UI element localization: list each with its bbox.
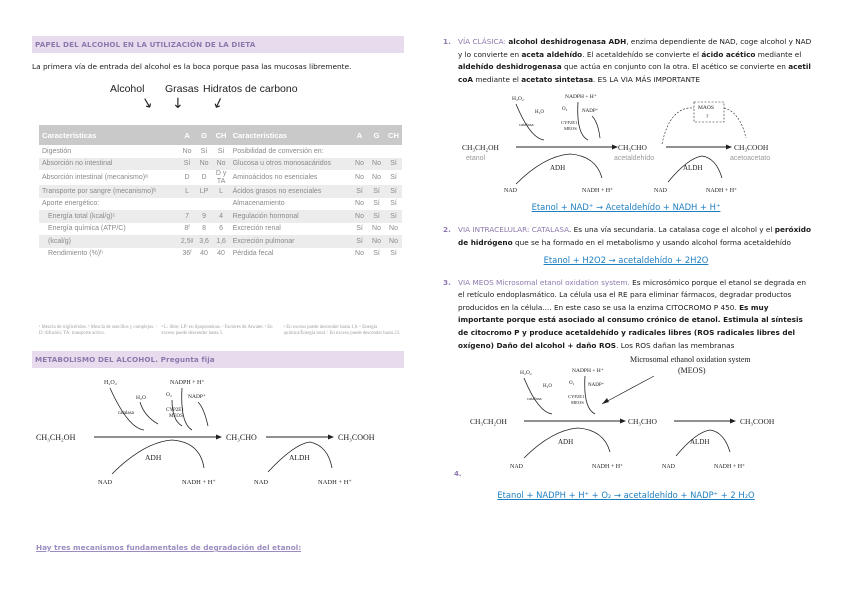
scheme-adh: ADH [558,438,574,447]
table-cell: No [372,173,381,181]
scheme-ethanol: CH₃CH₂OH [470,417,507,427]
table-cell: Sí [390,250,397,257]
scheme-h2o: H₂O [543,384,552,390]
scheme-meos-abbr: (MEOS) [678,366,706,376]
table-cell [385,145,402,158]
table-cell: No [351,158,368,171]
scheme-adh: ADH [550,164,566,173]
table-cell: Sí [373,200,380,207]
text-run: . ES LA VIA MÁS IMPORTANTE [593,74,700,84]
footnote: ᵃ Mezcla de triglicéridos. ᵇ Mezcla de sencillos y complejos. ᶜ D: difusión; TA: transporte activo. [39,325,157,336]
table-cell: Sí [390,173,397,181]
table-cell: (kcal/g) [39,235,179,248]
scheme-nadh: NADH + H⁺ [714,464,746,471]
equation-meos: Etanol + NADPH + H⁺ + O₂ → acetaldehído + NADP⁺ + 2 H₂O [497,490,755,501]
scheme-nadh: NADH + H⁺ [706,188,738,195]
scheme-o2: O₂ [569,381,575,387]
metabolism-scheme-meos [440,352,812,480]
scheme-h2o2: H₂O₂ [104,380,117,386]
table-cell: Excreción pulmonar [230,235,351,248]
scheme-adh: ADH [145,453,162,462]
scheme-meos: MEOS [571,400,584,406]
table-cell [368,145,385,158]
highlight-text: acetato sintetasa [521,74,593,84]
column-header: Características [39,125,179,145]
table-cell: Sí [385,185,402,198]
table-cell [213,198,230,211]
table-cell: 36ᶠ [182,250,192,257]
table-cell: Sí [200,147,208,155]
arrowhead-icon [620,419,626,424]
table-cell: No [372,225,381,232]
table-header-row [39,125,402,145]
scheme-ethanol: CH₃CH₂OH [462,143,499,153]
table-cell: No [213,158,230,171]
table-footnotes [39,325,402,337]
table-cell: No [182,147,192,155]
table-cell: Energía química (ATP/C) [48,225,126,232]
table-cell: No [368,158,385,171]
table-cell: 4 [213,210,230,223]
scheme-aldh: ALDH [289,453,310,462]
scheme-maos: MAOS [698,105,714,112]
scheme-meos: MEOS [169,414,183,419]
table-cell: No [351,210,368,223]
scheme-nad: NAD [98,479,113,486]
scheme-acetate: CH₃COOH [740,417,775,427]
arrowhead-icon [602,398,609,404]
pathway-title: VIA INTRACELULAR: [458,225,530,235]
footnote: ᵈ L: libre; LP: en lipoproteínas. ᵉ Factores de Atwater. ᶠ En exceso puede descender hasta 5. [161,325,273,336]
scheme-etanol-label: etanol [466,155,486,163]
scheme-o2: O₂ [562,107,568,113]
footnote: ᵍ En exceso puede descender hasta 1,6. ʰ Energía química/Energía total. ⁱ En exceso puede descender hasta 23. [283,325,401,336]
scheme-acetoacetato-label: acetoacetato [730,155,771,163]
highlight-text: Es muy importante porque está asociado al consumo crónico de etanol. Estimula al síntesis de citocromo P y produce acetaldehído y radicales libres (ROS radicales libres del oxígeno) Daño del alcohol + daño ROS [458,302,803,350]
table-cell: Energía total (kcal/g)ᶜ [39,210,179,223]
table-row [39,235,402,248]
table-cell: Sí [373,250,380,257]
scheme-nad: NAD [654,188,667,195]
scheme-ethanol: CH₃CH₂OH [36,433,76,442]
table-cell: D y TA [215,170,227,185]
scheme-h2o: H₂O [535,110,544,116]
section-header-metabolism: METABOLISMO DEL ALCOHOL. Pregunta fija [32,351,404,368]
table-cell: No [385,235,402,248]
table-cell: No [368,235,385,248]
equation-intracellular: Etanol + H2O2 → acetaldehído + 2H2O [543,254,709,265]
scheme-acetaldehido-label: acetaldehído [614,155,655,163]
table-cell: 6 [219,225,224,232]
scheme-curve [592,116,600,138]
arrowhead-icon [726,145,732,150]
table-cell: 7 [179,210,196,223]
highlight-text: alcohol deshidrogenasa ADH [508,37,627,46]
table-cell: No [355,200,364,207]
scheme-curve [662,108,694,144]
scheme-curve [172,400,182,426]
scheme-catalasa: catalasa [519,122,534,128]
table-cell: Aporte energético: [42,200,100,207]
text-run: Es microsómico porque el etanol se degrada en el retículo endoplasmático. La célula usa el RE para eliminar fármacos, degradar productos producidos en la célula.... En este caso se usa la enzima CITOCROMO P 450. [458,277,807,312]
item-number: 3. [443,277,451,287]
text-run: , enzima dependiente de NAD, coge alcohol y NAD y lo convierte en [458,37,812,59]
arrow-down-icon: ↓ [172,96,184,112]
table-cell: Sí [390,200,397,207]
table-cell: Sí [368,210,385,223]
nutrient-characteristics-figure [32,83,404,345]
arrow-down-icon: ↓ [209,94,227,114]
scheme-meos-title: Microsomal ethanol oxidation system [630,355,751,365]
text-run: mediante el [473,74,522,84]
arrow-down-icon: ↓ [138,94,157,114]
table-cell: 40 [217,250,225,257]
text-run: mediante el [755,49,802,59]
metabolism-scheme-left [32,368,404,493]
table-cell: Sí [179,158,196,171]
characteristics-table [39,125,402,260]
table-cell: Digestión [42,147,72,155]
table-row [39,198,402,211]
table-cell: No [389,225,398,232]
highlight-text: peróxido de hidrógeno [458,225,812,247]
scheme-arrow [602,376,654,404]
column-header: CH [213,125,230,145]
item-number: 4. [454,470,462,479]
highlight-text: acetil coA [458,62,811,84]
scheme-nad: NAD [254,479,269,486]
table-cell: Sí [217,147,225,155]
scheme-nadph: NADPH + H⁺ [565,94,597,101]
scheme-curve [140,402,158,424]
table-cell: Transporte por sangre (mecanismo)ᵇ [39,185,179,198]
pathway-subtitle: CATALASA [531,225,570,235]
table-row [39,158,402,171]
text-run: que actúa en conjunto con la otra. El acético se convierte en [561,62,789,72]
arrowhead-icon [216,435,222,440]
table-cell: D [184,173,190,181]
scheme-meos: MEOS [564,126,577,132]
column-header: G [196,125,213,145]
text-run: . Los ROS dañan las membranas [616,340,735,350]
table-cell: Aminoácidos no esenciales [232,173,318,181]
table-cell: Sí [356,225,363,232]
scheme-nadp: NADP⁺ [582,109,599,115]
table-cell: Pérdida fecal [232,250,274,257]
text-run: . El acetaldehído se convierte el [582,49,702,59]
scheme-cyp: CYP2E1 [561,120,578,126]
nutrient-label: Alcohol [110,83,145,95]
table-cell: Sí [368,185,385,198]
table-cell: 9 [196,210,213,223]
table-cell: Sí [351,185,368,198]
table-cell: 1,6 [213,235,230,248]
pathway-title: VIA MEOS Microsomal etanol oxidation system. [458,277,630,287]
scheme-h2o2: H₂O₂ [520,370,532,377]
scheme-nadh: NADH + H⁺ [592,464,624,471]
pathway-classic [440,36,812,86]
nutrient-label: Grasas [165,83,199,95]
scheme-h2o: H₂O [136,395,146,401]
table-cell: Regulación hormonal [230,210,351,223]
table-cell: 8ᶠ [184,225,190,232]
table-cell: No [196,158,213,171]
table-cell: Absorción intestinal (mecanismo)ᵃ [42,173,148,181]
table-row [39,248,402,261]
table-cell: 8 [202,225,207,232]
item-number: 1. [443,37,451,46]
pathway-intracellular [440,224,812,249]
table-cell: Glucosa u otros monosacáridos [230,158,351,171]
table-cell: D [201,173,207,181]
text-run: . Es una vía secundaria. La catalasa coge el alcohol y el [569,225,775,235]
table-cell: 3,6 [196,235,213,248]
highlight-text: ácido acético [701,49,756,59]
column-header: A [179,125,196,145]
table-cell: Sí [385,158,402,171]
item-number: 2. [443,225,451,235]
metabolism-scheme-classic [440,86,812,198]
scheme-curve [198,402,208,426]
column-header: Características [230,125,351,145]
pathway-title: VÍA CLÁSICA: [458,37,506,46]
table-cell: No [355,173,364,181]
table-cell: Almacenamiento [232,200,285,207]
degradation-mechanisms-link[interactable]: Hay tres mecanismos fundamentales de degradación del etanol: [36,543,302,552]
scheme-o2: O₂ [166,392,172,398]
highlight-text: aceta aldehído [521,49,583,59]
scheme-nadh: NADH + H⁺ [318,479,352,486]
scheme-h2o2: H₂O₂ [512,96,524,103]
table-cell: L [213,185,230,198]
scheme-nad: NAD [662,464,675,471]
scheme-nadph: NADPH + H⁺ [572,368,604,375]
scheme-cyp: CYP2E1 [568,394,585,400]
scheme-nad: NAD [510,464,523,471]
intro-text: La primera vía de entrada del alcohol es la boca porque pasa las mucosas libremente. [32,62,352,71]
table-cell: Sí [385,210,402,223]
scheme-acetaldehyde: CH₃CHO [226,433,257,442]
table-cell: 2,5ᵍ [179,235,196,248]
scheme-nad: NAD [504,188,517,195]
scheme-nadp: NADP⁺ [588,383,605,389]
left-column [32,36,404,497]
scheme-acetate: CH₃COOH [338,433,375,442]
section-header-alcohol-diet: PAPEL DEL ALCOHOL EN LA UTILIZACIÓN DE LA DIETA [32,36,404,53]
arrowhead-icon [328,435,334,440]
scheme-acetaldehyde: CH₃CHO [618,143,647,153]
highlight-text: aldehído deshidrogenasa [458,62,562,72]
column-header: A [351,125,368,145]
pathway-meos [440,277,812,353]
scheme-nadp: NADP⁺ [188,394,206,400]
table-cell: No [355,250,364,257]
arrowhead-icon [730,419,736,424]
table-cell: Sí [351,235,368,248]
column-header: CH [385,125,402,145]
table-cell: LP [196,185,213,198]
scheme-acetate: CH₃COOH [734,143,769,153]
table-row [39,170,402,185]
table-cell: Ácidos grasos no esenciales [230,185,351,198]
table-cell [351,145,368,158]
table-cell: Excreción renal [232,225,281,232]
scheme-aldh: ALDH [690,438,710,447]
scheme-cyp: CYP2E1 [166,408,184,413]
table-cell [196,198,213,211]
table-row [39,145,402,158]
table-row [39,210,402,223]
scheme-catalasa: catalasa [118,411,134,416]
table-cell: Rendimiento (%)ʰ [48,250,103,257]
table-cell [179,198,196,211]
table-row [39,223,402,236]
scheme-catalasa: catalasa [527,396,542,402]
scheme-maos-q: ? [706,114,709,121]
scheme-nadh: NADH + H⁺ [582,188,614,195]
scheme-curve [724,108,746,138]
text-run: que se ha formado en el metabolismo y usando alcohol forma acetaldehído [512,237,791,247]
scheme-curve [585,376,595,414]
scheme-nadh: NADH + H⁺ [182,479,216,486]
column-header: G [368,125,385,145]
scheme-curve [578,102,588,140]
nutrient-label: Hidratos de carbono [203,83,298,95]
table-cell: L [179,185,196,198]
table-cell: 40 [200,250,208,257]
scheme-nadph: NADPH + H⁺ [170,380,205,386]
scheme-aldh: ALDH [683,164,703,173]
table-cell: Absorción no intestinal [39,158,179,171]
equation-classic: Etanol + NAD⁺ → Acetaldehído + NADH + H⁺ [531,202,721,213]
right-column [440,36,812,512]
table-row [39,185,402,198]
scheme-acetaldehyde: CH₃CHO [628,417,657,427]
table-cell: Posibilidad de conversión en: [232,147,324,155]
